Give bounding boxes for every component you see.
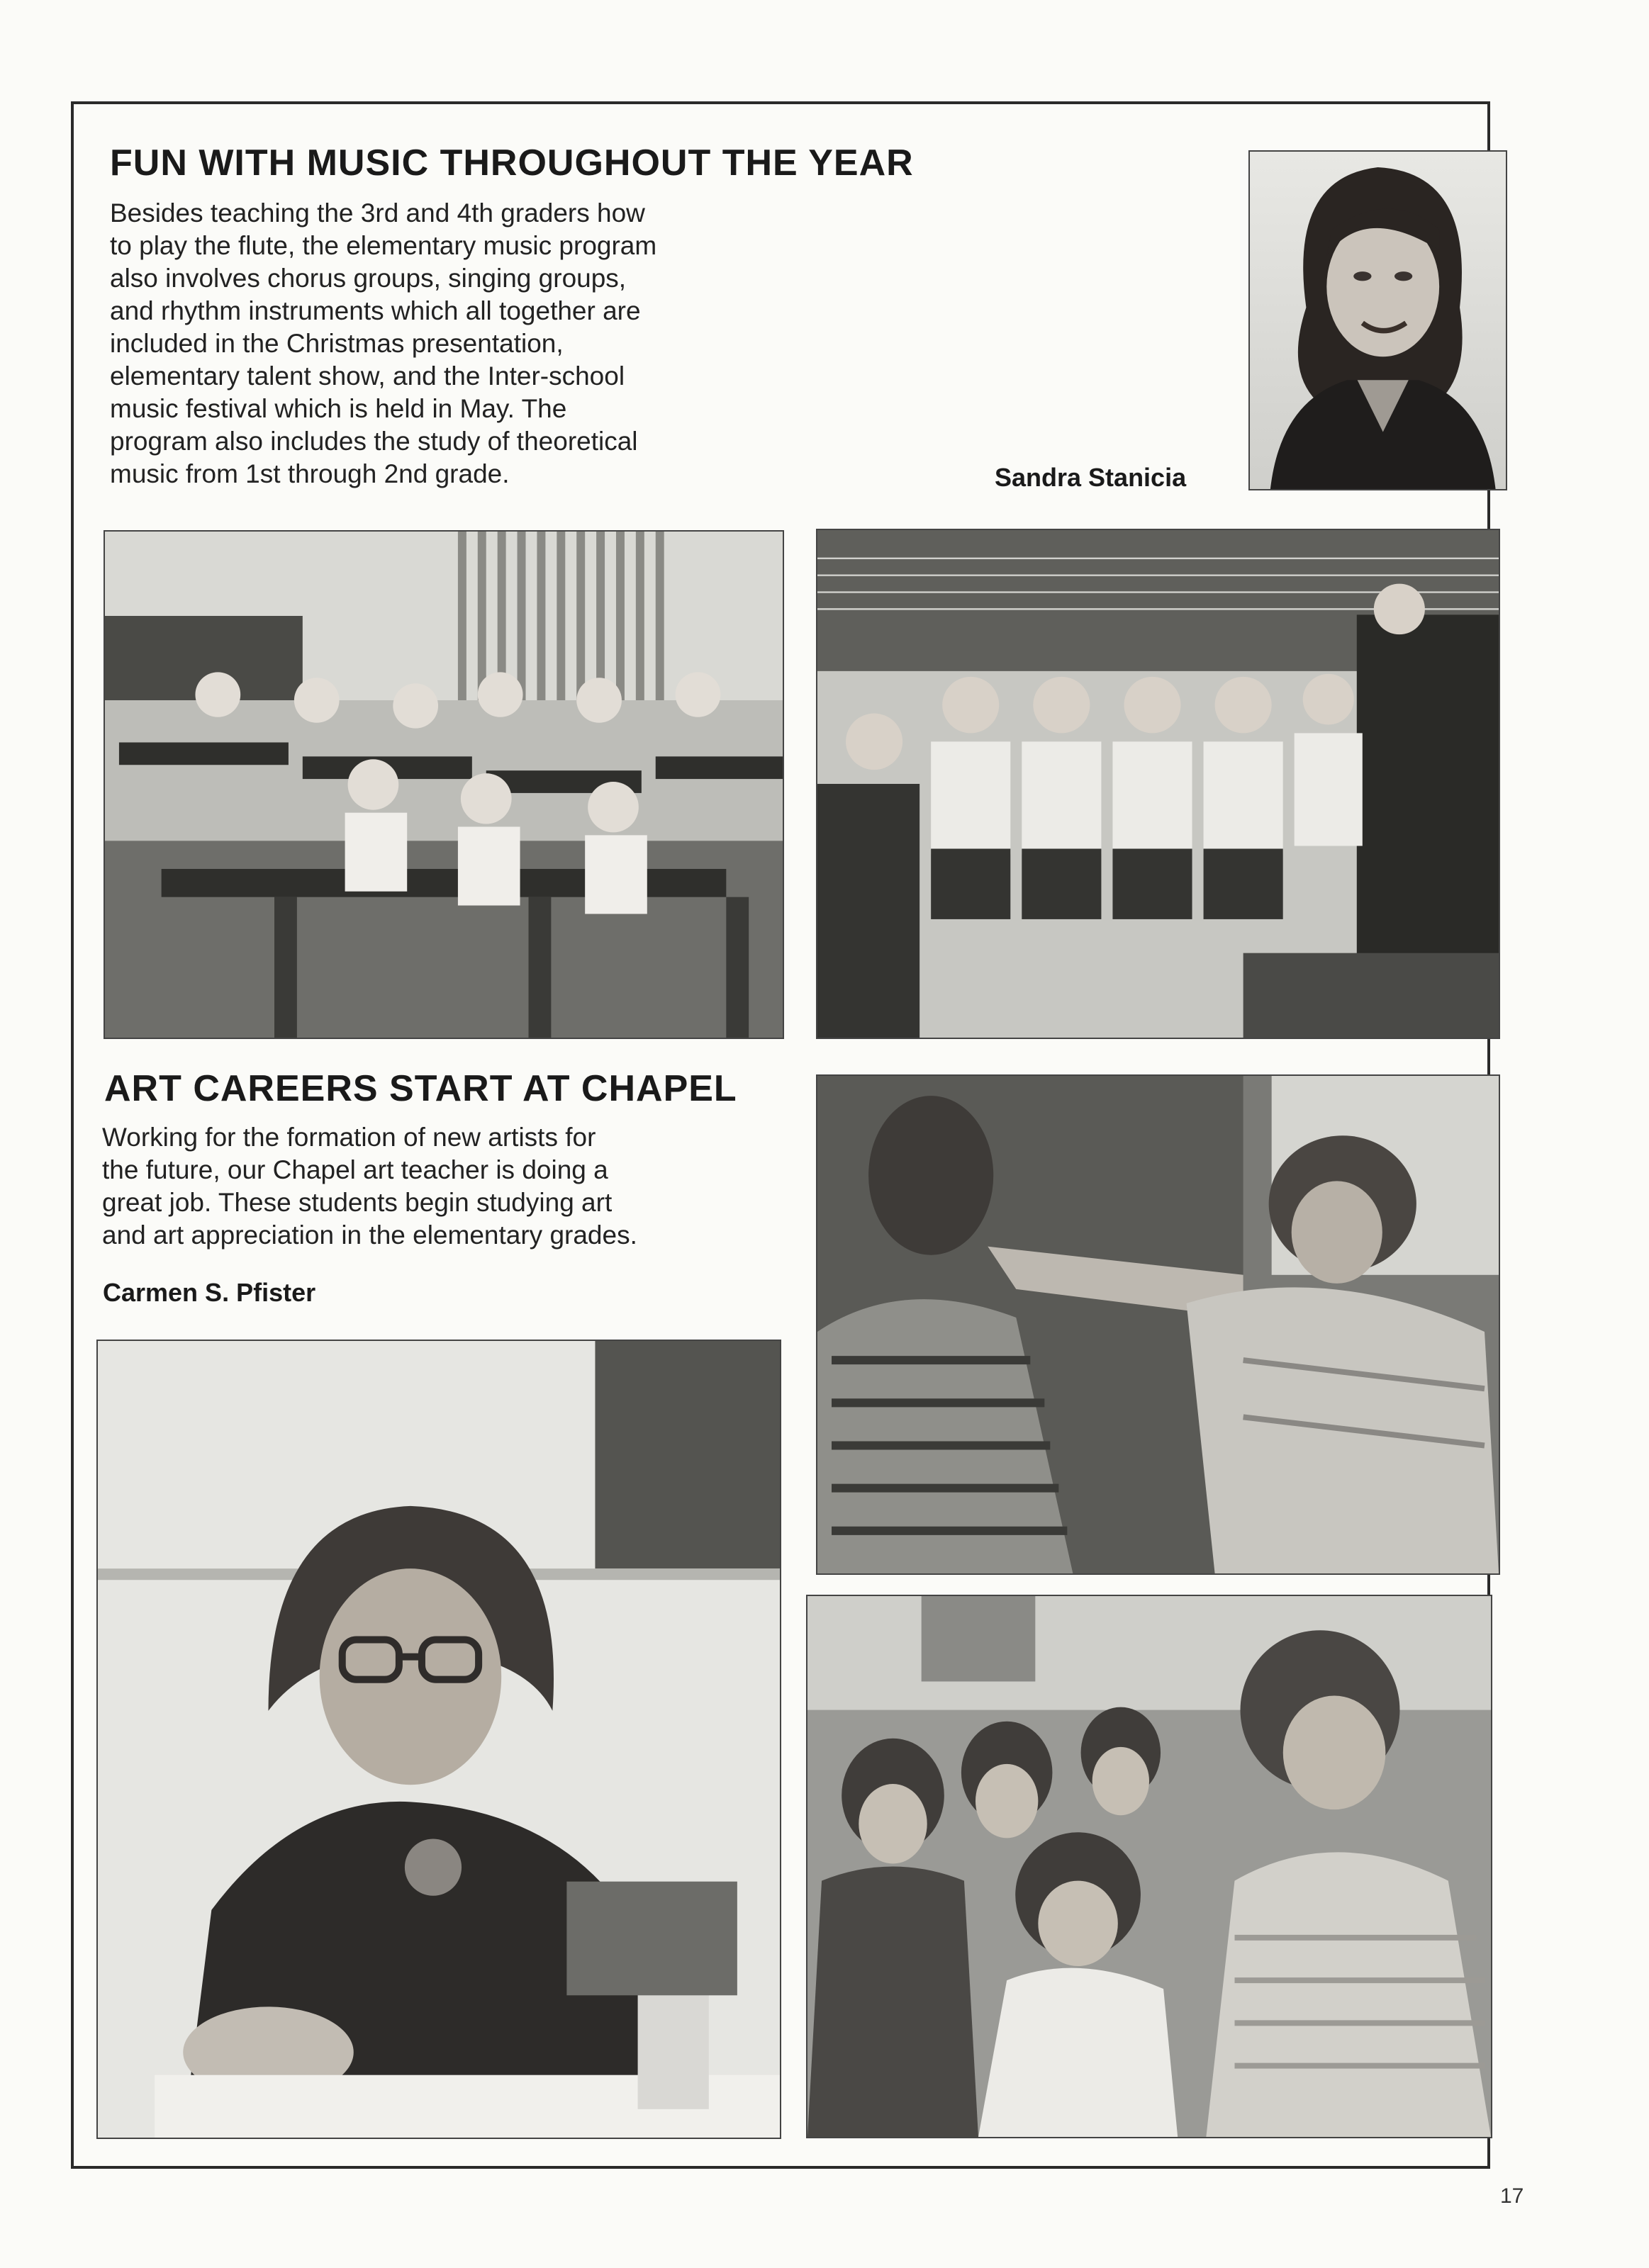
art-group-image	[807, 1596, 1491, 2137]
page-number: 17	[1500, 2184, 1524, 2208]
art-text-line: great job. These students begin studying art	[102, 1188, 613, 1217]
art-text-line: and art appreciation in the elementary grades.	[102, 1220, 637, 1250]
music-text-line: also involves chorus groups, singing groups,	[110, 264, 627, 293]
music-text-line: Besides teaching the 3rd and 4th graders how	[110, 198, 645, 228]
music-text-line: music from 1st through 2nd grade.	[110, 459, 510, 488]
music-text-line: elementary talent show, and the Inter-school	[110, 361, 625, 391]
music-text-line: program also includes the study of theoretical	[110, 427, 638, 456]
art-teacher-image	[98, 1341, 780, 2138]
art-teacher-caption: Carmen S. Pfister	[103, 1278, 316, 1307]
art-heading: ART CAREERS START AT CHAPEL	[104, 1068, 737, 1109]
music-heading: FUN WITH MUSIC THROUGHOUT THE YEAR	[110, 142, 914, 184]
art-lesson-photo	[816, 1074, 1500, 1575]
art-text-line: the future, our Chapel art teacher is doing a	[102, 1155, 608, 1184]
music-text-line: included in the Christmas presentation,	[110, 329, 564, 358]
art-text-line: Working for the formation of new artists for	[102, 1123, 596, 1152]
art-group-photo	[806, 1595, 1492, 2138]
music-body-text	[110, 197, 819, 490]
music-classroom-photo	[104, 530, 784, 1039]
art-lesson-image	[817, 1076, 1499, 1573]
music-chorus-photo	[816, 529, 1500, 1039]
music-text-line: to play the flute, the elementary music program	[110, 231, 657, 260]
music-teacher-caption: Sandra Stanicia	[995, 463, 1187, 492]
music-text-line: music festival which is held in May. The	[110, 394, 567, 423]
music-text-line: and rhythm instruments which all together are	[110, 296, 641, 325]
portrait-image	[1250, 152, 1506, 489]
classroom-image	[105, 532, 783, 1038]
music-teacher-portrait	[1248, 150, 1507, 490]
art-teacher-photo	[96, 1340, 781, 2139]
art-body-text	[102, 1121, 797, 1252]
chorus-image	[817, 530, 1499, 1038]
